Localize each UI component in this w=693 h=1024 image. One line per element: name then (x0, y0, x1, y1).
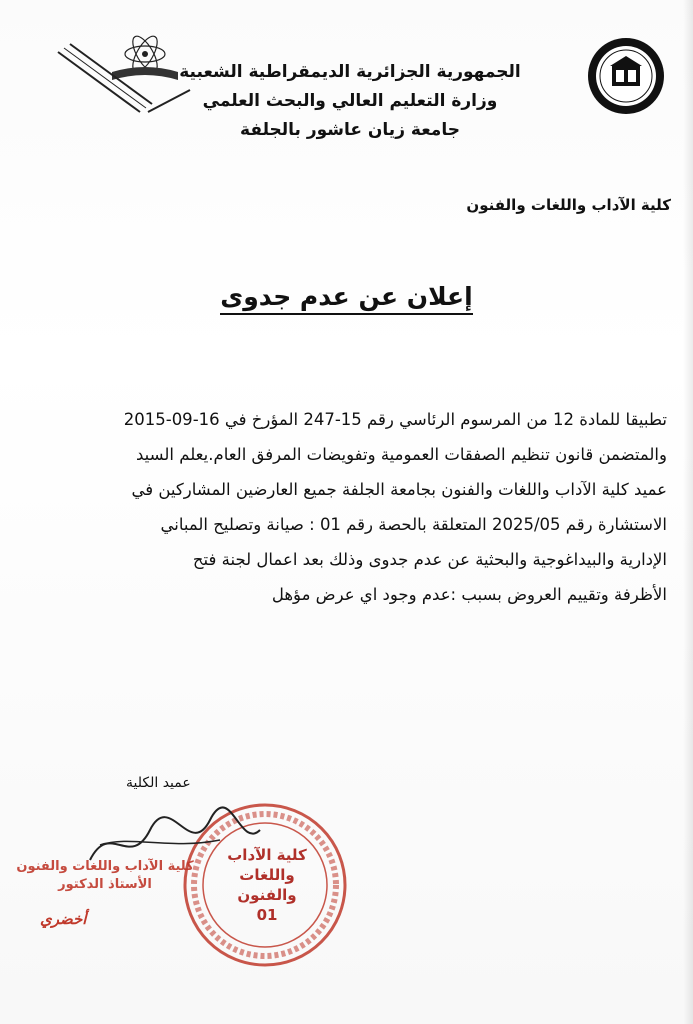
signer-name: أخضري (40, 910, 87, 928)
dean-stamp-line: كلية الآداب واللغات والفنون (16, 859, 194, 874)
body-line: الأظرفة وتقييم العروض بسبب :عدم وجود اي عرض مؤهل (271, 585, 667, 604)
body-line: الاستشارة رقم 2025/05 المتعلقة بالحصة رقم 01 : صيانة وتصليح المباني (160, 515, 667, 534)
body-line: الإدارية والبيداغوجية والبحثية عن عدم جدوى وذلك بعد اعمال لجنة فتح (192, 550, 667, 569)
republic-name: الجمهورية الجزائرية الديمقراطية الشعبية (179, 62, 521, 82)
university-name: جامعة زيان عاشور بالجلفة (240, 120, 460, 140)
signature-icon (70, 800, 270, 880)
dean-label: عميد الكلية (126, 775, 191, 791)
announcement-title (0, 282, 693, 311)
page-edge-shadow (683, 0, 693, 1024)
round-stamp-line: 01 (256, 906, 278, 924)
faculty-name: كلية الآداب واللغات والفنون (466, 196, 671, 214)
body-line: تطبيقا للمادة 12 من المرسوم الرئاسي رقم 15-247 المؤرخ في 16-09-2015 (123, 410, 667, 429)
university-seal-icon (586, 36, 666, 116)
round-stamp-line: والفنون (237, 886, 297, 904)
letterhead (150, 58, 550, 145)
ministry-name: وزارة التعليم العالي والبحث العلمي (202, 91, 498, 111)
round-stamp-line: واللغات (239, 866, 295, 884)
body-line: والمتضمن قانون تنظيم الصفقات العمومية وتفويضات المرفق العام.يعلم السيد (136, 445, 667, 464)
dean-stamp-line: الأستاذ الدكتور (58, 877, 152, 892)
announcement-body (45, 402, 667, 612)
announcement-title-text: إعلان عن عدم جدوى (220, 282, 472, 315)
body-line: عميد كلية الآداب واللغات والفنون بجامعة الجلفة جميع العارضين المشاركين في (131, 480, 667, 499)
round-stamp-line: كلية الآداب (227, 846, 307, 864)
